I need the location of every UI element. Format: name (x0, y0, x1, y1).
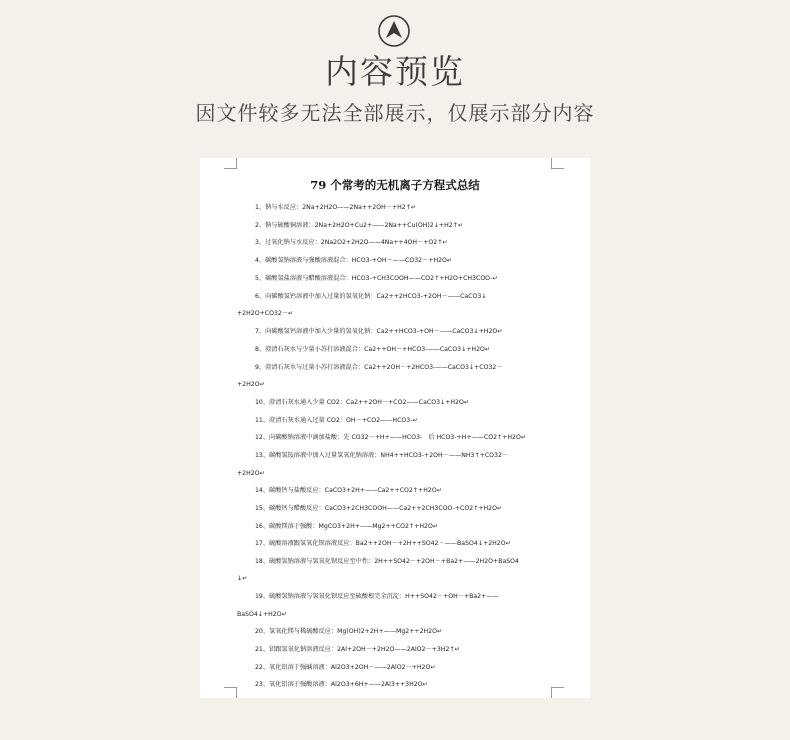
document-line: 21、铝跟氢氧化钠溶液反应：2Al+2OH－+2H2O——2AlO2－+3H2↑↵ (255, 646, 460, 653)
document-line: ↓↵ (237, 575, 248, 582)
document-line: 1、钠与水反应：2Na+2H2O——2Na++2OH－+H2↑↵ (255, 204, 417, 211)
document-line: BaSO4↓+H2O↵ (237, 611, 287, 618)
document-line: 22、氧化铝溶于强碱溶液：Al2O3+2OH－——2AlO2－+H2O↵ (255, 664, 436, 671)
page-title: 内容预览 (325, 52, 465, 91)
document-line: 5、碳酸氢盐溶液与醋酸溶液混合：HCO3-+CH3COOH——CO2↑+H2O+CH3COO-↵ (255, 275, 498, 282)
document-line: 15、碳酸钙与醋酸反应：CaCO3+2CH3COOH——Ca2++2CH3COO-+CO2↑+H2O↵ (255, 505, 503, 512)
document-line: 20、氢氧化镁与稀硫酸反应：Mg(OH)2+2H+——Mg2++2H2O↵ (255, 628, 443, 635)
document-preview (200, 158, 590, 698)
document-line: 12、向碳酸钠溶液中滴加盐酸：先 CO32－+H+——HCO3- 后 HCO3-+H+——CO2↑+H2O↵ (255, 434, 527, 441)
document-line: 10、澄清石灰水通入少量 CO2：Ca2++2OH－+CO2——CaCO3↓+H2O↵ (255, 399, 470, 406)
document-line: +2H2O↵ (237, 381, 265, 388)
page-subtitle: 因文件较多无法全部展示，仅展示部分内容 (195, 101, 595, 125)
document-line: +2H2O↵ (237, 470, 265, 477)
navigation-arrow-icon (377, 14, 411, 48)
document-line: 16、碳酸镁溶于强酸：MgCO3+2H+——Mg2++CO2↑+H2O↵ (255, 523, 438, 530)
document-line: 13、碳酸氢铵溶液中加入过量氢氧化钠溶液：NH4++HCO3-+2OH－——NH3↑+CO32－ (255, 452, 509, 459)
page-corner-mark (224, 687, 237, 698)
document-line: 19、硫酸氢钠溶液与氢氧化钡反应至硫酸根完全沉淀：H++SO42－+OH－+Ba2+—— (255, 593, 499, 600)
document-line: 23、氧化铝溶于强酸溶液：Al2O3+6H+——2Al3++3H2O↵ (255, 681, 428, 688)
document-line: 14、碳酸钙与盐酸反应：CaCO3+2H+——Ca2++CO2↑+H2O↵ (255, 487, 442, 494)
page-corner-mark (551, 158, 564, 169)
document-line: 9、澄清石灰水与过量小苏打溶液混合：Ca2++2OH－+2HCO3-——CaCO3↓+CO32－ (255, 364, 503, 371)
document-title: 79 个常考的无机离子方程式总结 (310, 178, 480, 192)
document-line: 18、硫酸氢钠溶液与氢氧化钡反应至中性：2H++SO42－+2OH－+Ba2+——2H2O+BaSO4 (255, 558, 519, 565)
document-line: 8、澄清石灰水与少量小苏打溶液混合：Ca2++OH－+HCO3-——CaCO3↓+H2O↵ (255, 346, 491, 353)
document-line: 7、向碳酸氢钙溶液中加入少量的氢氧化钠：Ca2++HCO3-+OH－——CaCO3↓+H2O↵ (255, 328, 503, 335)
document-line: 3、过氧化钠与水反应：2Na2O2+2H2O——4Na++4OH－+O2↑↵ (255, 239, 448, 246)
document-line: +2H2O+CO32－↵ (237, 310, 294, 317)
document-line: 4、碳酸氢钠溶液与强酸溶液混合：HCO3-+OH－——CO32－+H2O↵ (255, 257, 453, 264)
page-corner-mark (224, 158, 237, 169)
document-line: 2、钠与硫酸铜溶液：2Na+2H2O+Cu2+——2Na++Cu(OH)2↓+H2↑↵ (255, 222, 464, 229)
document-line: 11、澄清石灰水通入过量 CO2：OH－+CO2——HCO3-↵ (255, 417, 418, 424)
document-line: 6、向碳酸氢钙溶液中加入过量的氢氧化钠：Ca2++2HCO3-+2OH－——CaCO3↓ (255, 293, 487, 300)
document-line: 17、硫酸溶液跟氢氧化钡溶液反应：Ba2++2OH－+2H++SO42－——BaSO4↓+2H2O↵ (255, 540, 511, 547)
